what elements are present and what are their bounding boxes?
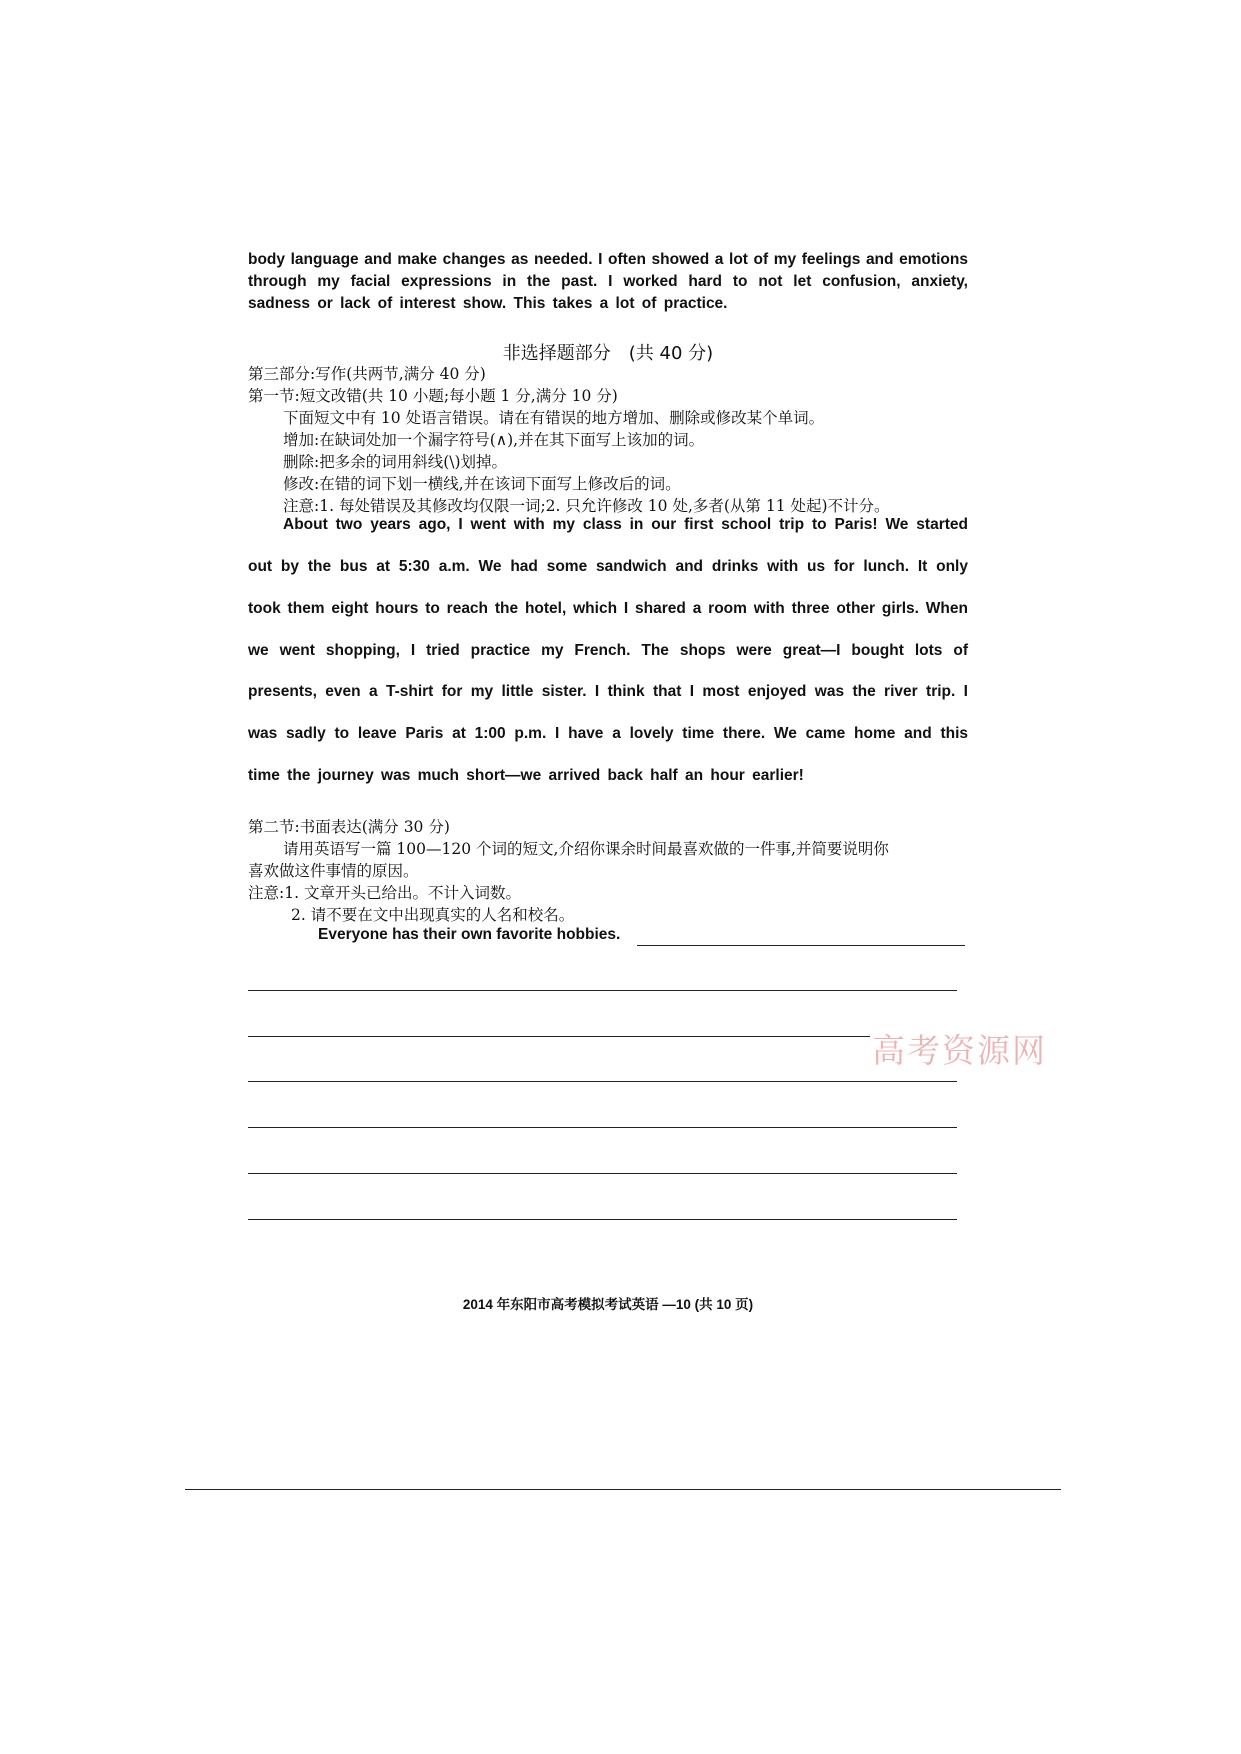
opening-sentence: Everyone has their own favorite hobbies. — [318, 926, 621, 943]
writing-prompt-cont: 喜欢做这件事情的原因。 — [248, 862, 419, 880]
page-divider — [185, 1489, 1061, 1490]
instruction-line: 注意:1. 每处错误及其修改均仅限一词;2. 只允许修改 10 处,多者(从第 11 处起)不计分。 — [283, 497, 890, 515]
essay-line: took them eight hours to reach the hotel, which I shared a room with three other girls. When — [248, 600, 968, 617]
essay-line: was sadly to leave Paris at 1:00 p.m. I have a lovely time there. We came home and this — [248, 725, 968, 742]
essay-line: out by the bus at 5:30 a.m. We had some sandwich and drinks with us for lunch. It only — [248, 558, 968, 575]
answer-line[interactable] — [248, 1127, 957, 1128]
passage-line: through my facial expressions in the past. I worked hard to not let confusion, anxiety, — [248, 273, 968, 290]
essay-line: presents, even a T-shirt for my little sister. I think that I most enjoyed was the river trip. I — [248, 683, 968, 700]
note-2: 2. 请不要在文中出现真实的人名和校名。 — [291, 906, 575, 924]
note-1: 注意:1. 文章开头已给出。不计入词数。 — [248, 884, 521, 902]
watermark: 高考资源网 — [872, 1031, 1047, 1070]
part3-title: 第三部分:写作(共两节,满分 40 分) — [248, 365, 486, 383]
answer-line[interactable] — [248, 1036, 870, 1037]
passage-continuation — [248, 249, 968, 315]
answer-line[interactable] — [248, 1081, 957, 1082]
instruction-line: 删除:把多余的词用斜线(\)划掉。 — [283, 453, 508, 471]
writing-prompt: 请用英语写一篇 100—120 个词的短文,介绍你课余时间最喜欢做的一件事,并简要说明你 — [283, 840, 889, 858]
essay-line: About two years ago, I went with my class in our first school trip to Paris! We started — [283, 516, 968, 533]
answer-line[interactable] — [637, 945, 965, 946]
passage-line: sadness or lack of interest show. This takes a lot of practice. — [248, 295, 728, 312]
section1-title: 第一节:短文改错(共 10 小题;每小题 1 分,满分 10 分) — [248, 387, 618, 405]
answer-line[interactable] — [248, 990, 957, 991]
instruction-line: 修改:在错的词下划一横线,并在该词下面写上修改后的词。 — [283, 475, 681, 493]
section-heading: 非选择题部分 (共 40 分) — [502, 343, 714, 364]
answer-line[interactable] — [248, 1173, 957, 1174]
instruction-line: 增加:在缺词处加一个漏字符号(∧),并在其下面写上该加的词。 — [283, 431, 705, 449]
answer-line[interactable] — [248, 1219, 957, 1220]
section2-title: 第二节:书面表达(满分 30 分) — [248, 818, 450, 836]
passage-line: body language and make changes as needed. I often showed a lot of my feelings and emotions — [248, 251, 968, 268]
essay-line: time the journey was much short—we arrived back half an hour earlier! — [248, 767, 804, 784]
page-footer: 2014 年东阳市高考模拟考试英语 —10 (共 10 页) — [462, 1297, 754, 1312]
instruction-line: 下面短文中有 10 处语言错误。请在有错误的地方增加、删除或修改某个单词。 — [283, 409, 825, 427]
essay-line: we went shopping, I tried practice my French. The shops were great—I bought lots of — [248, 642, 968, 659]
